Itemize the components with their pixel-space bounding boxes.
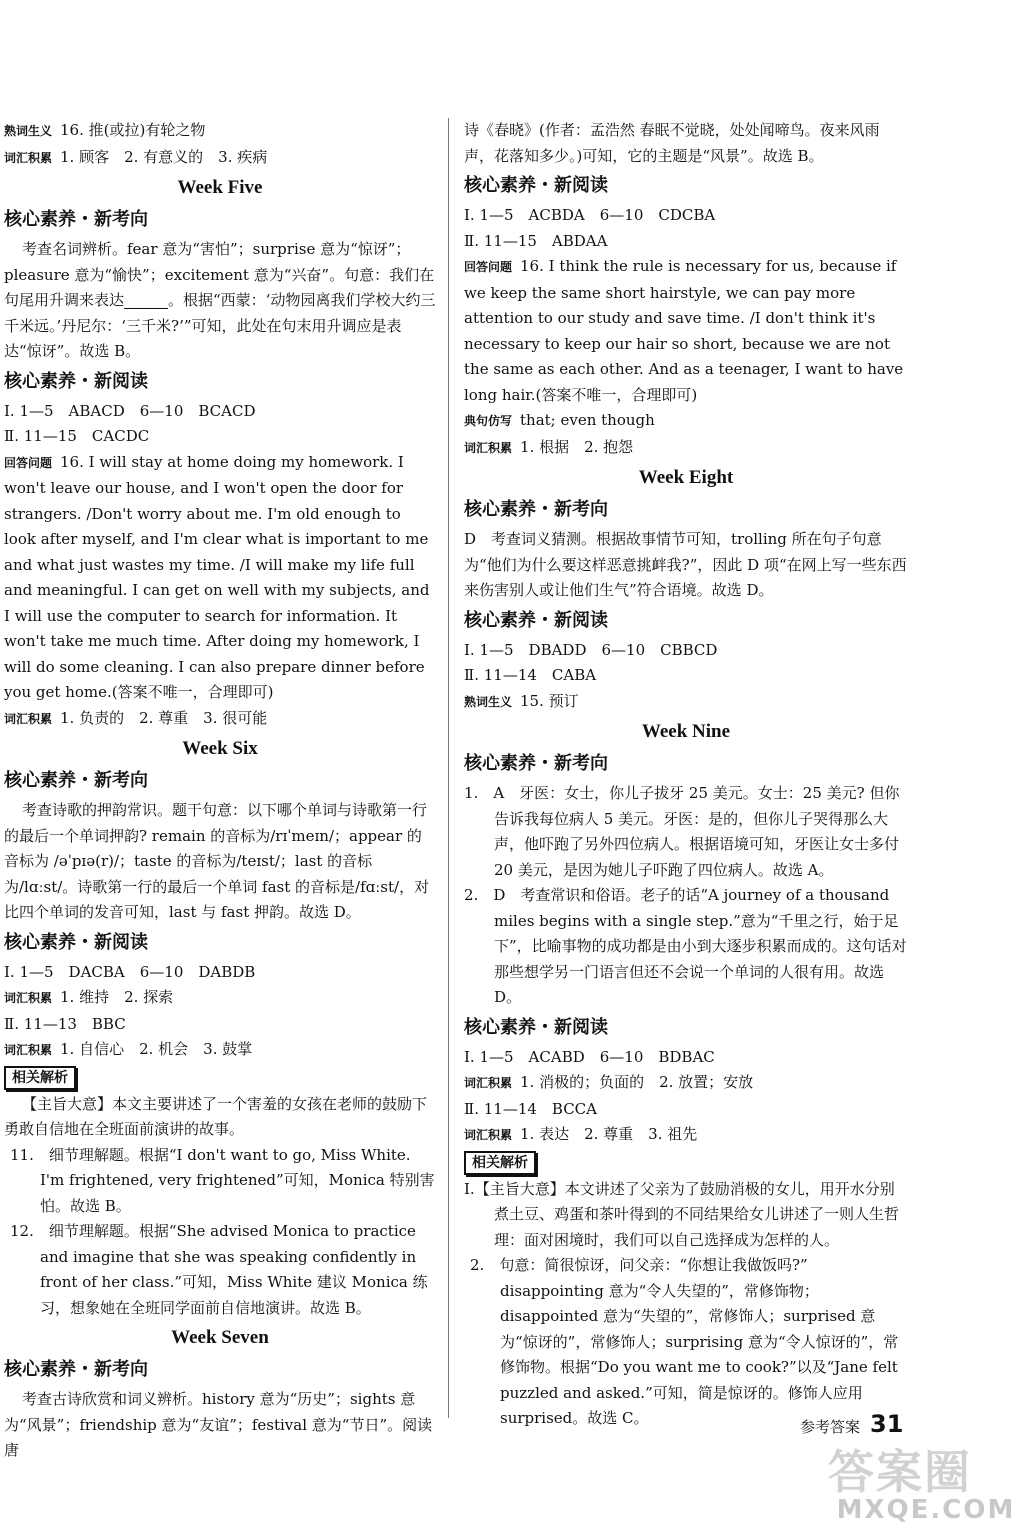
week8-answers-1: Ⅰ. 1—5 DBADD 6—10 CBBCD: [464, 640, 718, 659]
footer-label: 参考答案: [800, 1418, 861, 1436]
week7-imitation: 典句仿写 that; even though: [464, 411, 655, 429]
week5-answer-question: 回答问题 16. I will stay at home doing my homework. I won't leave our house, and I won't open the door for strangers. /Don't worry about me. I'm old enough to look after myself, and I'm clear what is important to me and what just wastes my time. /I will make my life full and meaningful. I can get on well with my subjects, and I will use the computer to search for information. It won't take me much time. After doing my homework, I will do some cleaning. I can also prepare dinner before you get home.(答案不唯一，合理即可): [4, 452, 435, 701]
week8-kaoxiang-text: D 考查词义猜测。根据故事情节可知，trolling 所在句子句意为“他们为什么要这样恶意挑衅我?”，因此 D 项“在网上写一些东西来伤害别人或让他们生气”符合语境。故选 D。: [464, 530, 907, 599]
week7-kaoxiang-heading: 核心素养・新考向: [4, 1359, 148, 1380]
right-column: [464, 118, 908, 1432]
week9-answers-1: Ⅰ. 1—5 ACABD 6—10 BDBAC: [464, 1047, 715, 1066]
week9-analysis-label: 相关解析: [464, 1151, 536, 1175]
week-eight-title: Week Eight: [638, 467, 734, 488]
left-column: [4, 118, 436, 1464]
watermark-bottom: MXQE.COM: [836, 1495, 1016, 1525]
top-item-1: 熟词生义 16. 推(或拉)有轮之物: [4, 121, 206, 139]
week6-item-11: 11. 细节理解题。根据“I don't want to go, Miss White. I'm frightened, very frightened”可知，Monica 特别害怕。故选 B。: [10, 1145, 435, 1215]
week7-kaoxiang-continued: 诗《春晓》(作者：孟浩然 春眠不觉晓，处处闻啼鸟。夜来风雨声，花落知多少。)可知，它的主题是“风景”。故选 B。: [464, 121, 880, 165]
week5-yuedu-heading: 核心素养・新阅读: [4, 370, 148, 392]
week8-answers-2: Ⅱ. 11—14 CABA: [464, 666, 597, 684]
week7-vocab: 词汇积累 1. 根据 2. 抱怨: [464, 437, 634, 456]
week9-item-1: 1. A 牙医：女士，你儿子拔牙 25 美元。女士：25 美元? 但你告诉我每位病人 5 美元。牙医：是的，但你儿子哭得那么大声，他吓跑了另外四位病人。根据语境可知，牙医让女士多付 20 美元，是因为她儿子吓跑了四位病人。故选 A。: [464, 784, 904, 879]
week5-kaoxiang-heading: 核心素养・新考向: [4, 209, 148, 230]
week6-analysis-label: 相关解析: [4, 1066, 76, 1090]
week6-answers-2: Ⅱ. 11—13 BBC: [4, 1014, 126, 1033]
week8-kaoxiang-heading: 核心素养・新考向: [464, 499, 608, 520]
column-divider: [448, 118, 449, 1418]
week5-kaoxiang-text: 考查名词辨析。fear 意为“害怕”；surprise 意为“惊讶”；pleasure 意为“愉快”；excitement 意为“兴奋”。句意：我们在句尾用升调来表达 。根据“西蒙：‘动物园离我们学校大约三千米远。’丹尼尔：‘三千米?’”可知，此处在句末用升调应是表达“惊讶”。故选 B。: [4, 240, 436, 360]
week-five-title: Week Five: [177, 177, 263, 198]
week9-kaoxiang-heading: 核心素养・新考向: [464, 753, 608, 774]
week9-vocab-2: 词汇积累 1. 表达 2. 尊重 3. 祖先: [464, 1125, 698, 1143]
week5-answers-2: Ⅱ. 11—15 CACDC: [4, 427, 150, 445]
week-seven-title: Week Seven: [171, 1327, 269, 1348]
week7-yuedu-heading: 核心素养・新阅读: [464, 175, 608, 196]
week6-item-12: 12. 细节理解题。根据“She advised Monica to practice and imagine that she was speaking confidently in front of her class.”可知，Miss White 建议 Monica 练习，想象她在全班同学面前自信地演讲。故选 B。: [10, 1222, 428, 1317]
week9-vocab-1: 词汇积累 1. 消极的；负面的 2. 放置；安放: [464, 1073, 754, 1091]
week6-main-idea: 【主旨大意】本文主要讲述了一个害羞的女孩在老师的鼓励下勇敢自信地在全班面前演讲的故事。: [4, 1094, 428, 1138]
week9-main-idea: Ⅰ.【主旨大意】本文讲述了父亲为了鼓励消极的女儿，用开水分别煮土豆、鸡蛋和茶叶得到的不同结果给女儿讲述了一则人生哲理：面对困境时，我们可以自己选择成为怎样的人。: [464, 1179, 900, 1249]
week7-kaoxiang-text: 考查古诗欣赏和词义辨析。history 意为“历史”；sights 意为“风景”；friendship 意为“友谊”；festival 意为“节日”。阅读唐: [4, 1390, 433, 1459]
week5-answers-1: Ⅰ. 1—5 ABACD 6—10 BCACD: [4, 401, 256, 420]
week9-yuedu-heading: 核心素养・新阅读: [464, 1016, 608, 1038]
week9-item-analysis: 2. 句意：简很惊讶，问父亲：“你想让我做饭吗?” disappointing 意为“令人失望的”，常修饰物；disappointed 意为“失望的”，常修饰人；surprised 意为“惊讶的”，常修饰人；surprising 意为“令人惊讶的”，常修饰物。根据“Do you want me to cook?”以及“Jane felt puzzled and asked.”可知，简是惊讶的。修饰人应用 surprised。故选 C。: [470, 1256, 903, 1427]
week5-vocab: 词汇积累 1. 负责的 2. 尊重 3. 很可能: [4, 708, 268, 727]
week6-vocab-1: 词汇积累 1. 维持 2. 探索: [4, 988, 174, 1006]
week6-kaoxiang-heading: 核心素养・新考向: [4, 770, 148, 791]
watermark-logo: [828, 1445, 1024, 1530]
watermark-top: 答案圈: [828, 1445, 972, 1499]
week-nine-title: Week Nine: [641, 721, 731, 742]
week9-answers-2: Ⅱ. 11—14 BCCA: [464, 1099, 597, 1118]
page-footer: [800, 1410, 903, 1438]
page-number: 31: [870, 1410, 904, 1438]
week9-item-2: 2. D 考查常识和俗语。老子的话“A journey of a thousand miles begins with a single step.”意为“千里之行，始于足下”，比喻事物的成功都是由小到大逐步积累而成的。这句话对那些想学另一门语言但还不会说一个单词的人很有用。故选 D。: [464, 886, 907, 1006]
week8-shu-ci: 熟词生义 15. 预订: [464, 691, 579, 710]
week6-yuedu-heading: 核心素养・新阅读: [4, 931, 148, 953]
week7-answer-question: 回答问题 16. I think the rule is necessary for us, because if we keep the same short hairstyle, we can pay more attention to our study and save time. /I don't think it's necessary to keep our hair so short, because we are not the same as each other. And as a teenager, I want to have long hair.(答案不唯一，合理即可): [464, 257, 908, 404]
week6-vocab-2: 词汇积累 1. 自信心 2. 机会 3. 鼓掌: [4, 1040, 253, 1058]
top-item-2: 词汇积累 1. 顾客 2. 有意义的 3. 疾病: [4, 147, 268, 166]
week-six-title: Week Six: [182, 738, 258, 759]
week6-kaoxiang-text: 考查诗歌的押韵常识。题干句意：以下哪个单词与诗歌第一行的最后一个单词押韵? remain 的音标为/rɪˈmeɪn/；appear 的音标为 /əˈpɪə(r)/；taste 的音标为/teɪst/；last 的音标为/lɑːst/。诗歌第一行的最后一个单词 fast 的音标是/fɑːst/，对比四个单词的发音可知，last 与 fast 押韵。故选 D。: [4, 801, 430, 921]
week8-yuedu-heading: 核心素养・新阅读: [464, 609, 608, 631]
week7-answers-1: Ⅰ. 1—5 ACBDA 6—10 CDCBA: [464, 206, 716, 224]
week7-answers-2: Ⅱ. 11—15 ABDAA: [464, 231, 608, 250]
answer-blank: [124, 294, 168, 309]
week6-answers-1: Ⅰ. 1—5 DACBA 6—10 DABDB: [4, 962, 256, 981]
